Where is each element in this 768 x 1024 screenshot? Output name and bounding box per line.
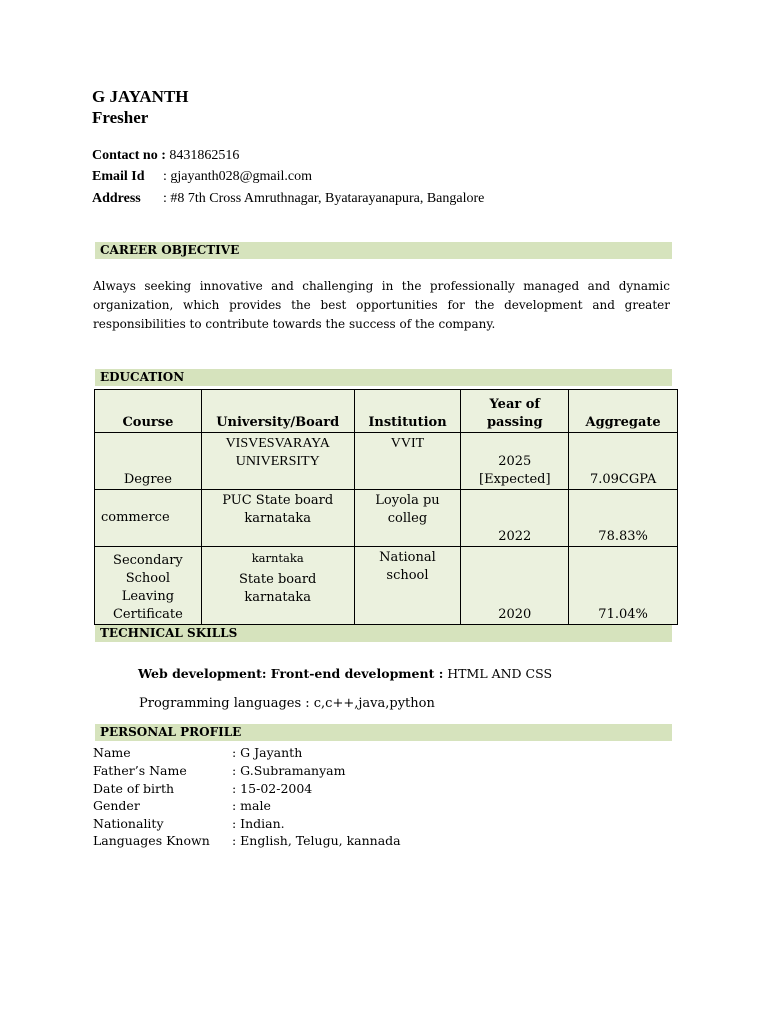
column-header-year: Year of passing [486,397,543,430]
profile-value: : English, Telugu, kannada [232,833,401,848]
profile-value: : G.Subramanyam [232,763,346,778]
cell-board-text: State board karnataka [239,572,317,605]
career-objective-text: Always seeking innovative and challenging in the professionally managed and dynamic organization, which provides the best opportunities for the development and greater responsibilities to contribute towards the success of the company. [93,279,670,331]
profile-value: : G Jayanth [232,745,303,760]
column-header [461,390,569,433]
skill-web-label: Web development: Front-end development : [138,666,444,681]
contact-phone-row [92,148,239,164]
contact-email-row [92,169,312,185]
cell-board-top-text: karntaka [251,551,304,565]
cell-institution [354,490,461,547]
cell-board-text: PUC State board karnataka [222,493,334,526]
profile-value: : male [232,798,271,813]
cell-aggregate: 71.04% [569,547,678,625]
personal-profile-heading [95,724,672,741]
education-heading-text: EDUCATION [100,370,185,384]
cell-year: 2020 [461,547,569,625]
profile-label: Date of birth [93,781,175,796]
skill-web-development [138,666,552,681]
education-heading [95,369,672,386]
cell-year-text: 2025 [Expected] [479,454,551,487]
technical-skills-heading-text: TECHNICAL SKILLS [100,626,238,640]
cell-course: Degree [95,433,202,490]
skill-web-value: HTML AND CSS [443,666,553,681]
cell-course: commerce [95,490,202,547]
cell-aggregate: 78.83% [569,490,678,547]
column-header: Aggregate [569,390,678,433]
cell-board-text: VISVESVARAYA UNIVERSITY [225,436,330,469]
cell-aggregate: 7.09CGPA [569,433,678,490]
personal-profile-heading-text: PERSONAL PROFILE [100,725,242,739]
skill-programming-languages: Programming languages : c,c++,java,python [139,696,435,711]
table-row [95,490,678,547]
email-value: : gjayanth028@gmail.com [163,169,312,184]
cell-institution-text: Loyola pu colleg [375,493,440,526]
profile-label: Languages Known [93,833,210,848]
cell-board [201,433,354,490]
profile-value: : Indian. [232,816,285,831]
cell-institution: VVIT [354,433,461,490]
cell-institution-text: National school [379,550,436,583]
cell-course-text: Secondary School Leaving Certificate [112,553,183,622]
profile-label: Nationality [93,816,164,831]
phone-label: Contact no : [92,148,166,163]
table-header-row [95,390,678,433]
cell-year [461,433,569,490]
table-row [95,547,678,625]
cell-institution [354,547,461,625]
cell-board [201,547,354,625]
profile-value: : 15-02-2004 [232,781,313,796]
address-label: Address [92,191,141,206]
profile-label: Name [93,745,131,760]
candidate-title: Fresher [92,108,149,127]
contact-address-row [92,191,484,207]
cell-year: 2022 [461,490,569,547]
career-objective-heading [95,242,672,259]
phone-value: 8431862516 [169,148,240,163]
profile-label: Gender [93,798,140,813]
column-header: Institution [354,390,461,433]
technical-skills-heading [95,625,672,642]
candidate-name: G JAYANTH [92,87,189,106]
email-label: Email Id [92,169,145,184]
profile-label: Father’s Name [93,763,187,778]
career-objective-heading-text: CAREER OBJECTIVE [100,243,240,257]
table-row [95,433,678,490]
address-value: : #8 7th Cross Amruthnagar, Byatarayanapura, Bangalore [163,191,485,206]
cell-course [95,547,202,625]
column-header: Course [95,390,202,433]
education-table [94,389,678,625]
cell-board [201,490,354,547]
column-header: University/Board [201,390,354,433]
